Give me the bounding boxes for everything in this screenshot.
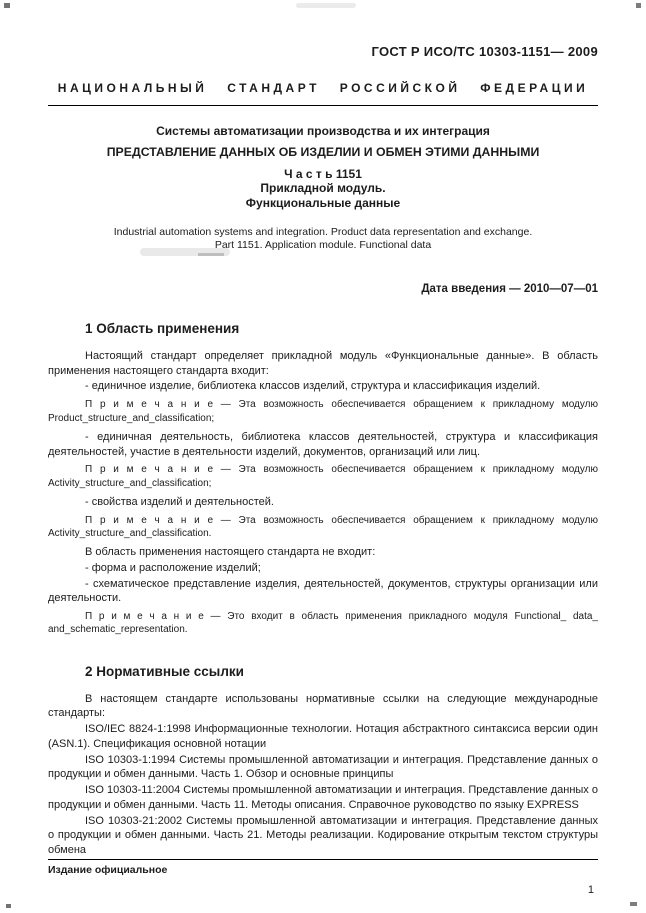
note-paragraph: П р и м е ч а н и е — Это входит в область применения прикладного модуля Functional_ data_ and_schematic_representation. <box>48 611 598 636</box>
scan-artifact <box>198 253 224 256</box>
scan-artifact <box>296 3 356 8</box>
main-title: ПРЕДСТАВЛЕНИЕ ДАННЫХ ОБ ИЗДЕЛИИ И ОБМЕН ЭТИМИ ДАННЫМИ <box>106 145 540 159</box>
note-paragraph: П р и м е ч а н и е — Эта возможность обеспечивается обращением к прикладному модулю Activity_structure_and_classification. <box>48 514 598 539</box>
section-normative-references <box>48 642 598 859</box>
module-title-line2: Функциональные данные <box>245 196 401 211</box>
note-paragraph: П р и м е ч а н и е — Эта возможность обеспечивается обращением к прикладному модулю Product_structure_and_classification; <box>48 399 598 424</box>
english-title-line2: Part 1151. Application module. Functional data <box>214 239 432 252</box>
footer-rule <box>48 859 598 860</box>
reference-entry: ISO 10303-11:2004 Системы промышленной автоматизации и интеграция. Представление данных о продукции и обмен данными. Часть 11. Методы описания. Справочное руководство по языку EXPRESS <box>48 784 598 811</box>
reference-entry: ISO 10303-21:2002 Системы промышленной автоматизации и интеграция. Представление данных о продукции и обмен данными. Часть 21. Методы реализации. Кодирование открытым текстом структуры обмена <box>48 814 598 857</box>
page-footer <box>48 859 598 896</box>
module-title-line1: Прикладной модуль. <box>260 181 386 195</box>
list-item: - форма и расположение изделий; <box>85 561 261 574</box>
section-heading: 2 Нормативные ссылки <box>85 663 244 679</box>
reference-entry: ISO 10303-1:1994 Системы промышленной автоматизации и интеграция. Представление данных о продукции и обмен данными. Часть 1. Обзор и основные принципы <box>48 753 598 781</box>
scan-artifact <box>4 3 10 8</box>
scan-artifact <box>630 902 637 906</box>
title-block <box>48 106 598 253</box>
english-title-line1: Industrial automation systems and integration. Product data representation and exchange. <box>113 225 533 238</box>
paragraph: Настоящий стандарт определяет прикладной модуль «Функциональные данные». В область применения настоящего стандарта входит: <box>48 350 598 377</box>
standard-type-banner: НАЦИОНАЛЬНЫЙ СТАНДАРТ РОССИЙСКОЙ ФЕДЕРАЦИИ <box>48 81 598 106</box>
edition-note: Издание официальное <box>48 863 168 876</box>
list-item: - единичное изделие, библиотека классов изделий, структура и классификация изделий. <box>85 380 541 393</box>
introduction-date: Дата введения — 2010—07—01 <box>421 283 598 295</box>
subject-title: Системы автоматизации производства и их интеграция <box>156 124 490 138</box>
section-heading: 1 Область применения <box>85 321 240 336</box>
list-item: - свойства изделий и деятельностей. <box>85 495 274 508</box>
paragraph: В область применения настоящего стандарта не входит: <box>85 546 376 559</box>
scan-artifact <box>636 3 641 8</box>
page-number: 1 <box>587 883 594 896</box>
part-line: Ч а с т ь 1151 <box>284 167 362 181</box>
section-scope <box>48 295 598 642</box>
scan-artifact <box>6 904 11 908</box>
english-title <box>48 226 598 253</box>
list-item: - схематическое представление изделия, деятельностей, документов, структуры организации или деятельности. <box>48 577 598 605</box>
doc-code: ГОСТ Р ИСО/ТС 10303-1151— 2009 <box>371 44 598 59</box>
reference-entry: ISO/IEC 8824-1:1998 Информационные технологии. Нотация абстрактного синтаксиса версии один (ASN.1). Спецификация основной нотации <box>48 723 598 750</box>
note-paragraph: П р и м е ч а н и е — Эта возможность обеспечивается обращением к прикладному модулю Activity_structure_and_classification; <box>48 464 598 489</box>
list-item: - единичная деятельность, библиотека классов деятельностей, структура и классификация деятельностей, участие в деятельности изделий, документов, организаций или лиц. <box>48 430 598 458</box>
paragraph: В настоящем стандарте использованы нормативные ссылки на следующие международные стандарты: <box>48 692 598 720</box>
